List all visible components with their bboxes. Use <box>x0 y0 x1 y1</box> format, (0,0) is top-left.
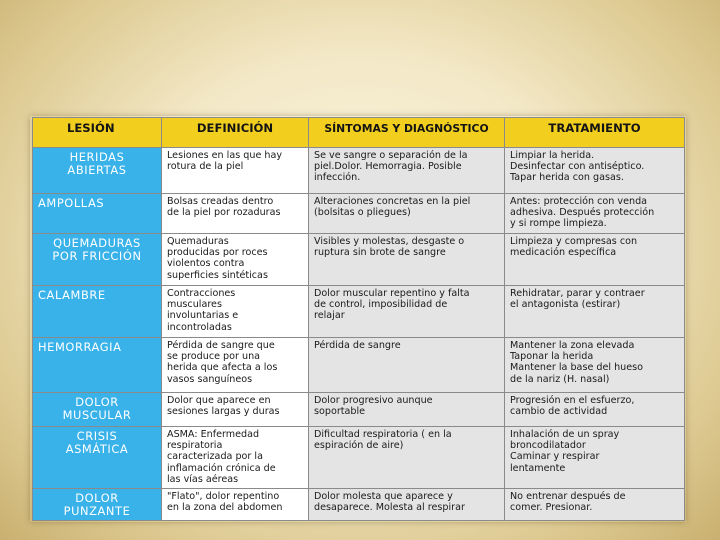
lesion-cell: QUEMADURAS POR FRICCIÓN <box>33 234 162 286</box>
sintomas-cell: Pérdida de sangre <box>309 338 505 393</box>
sintomas-cell: Dificultad respiratoria ( en la espiración de aire) <box>309 427 505 489</box>
definicion-cell: Pérdida de sangre que se produce por una herida que afecta a los vasos sanguíneos <box>162 338 309 393</box>
definicion-cell: Contracciones musculares involuntarias e incontroladas <box>162 286 309 338</box>
sintomas-cell: Dolor progresivo aunque soportable <box>309 393 505 427</box>
table-row <box>33 489 685 521</box>
definicion-cell: Dolor que aparece en sesiones largas y duras <box>162 393 309 427</box>
tratamiento-cell: Limpieza y compresas con medicación específica <box>505 234 685 286</box>
lesion-cell: HERIDAS ABIERTAS <box>33 148 162 194</box>
sintomas-cell: Visibles y molestas, desgaste o ruptura sin brote de sangre <box>309 234 505 286</box>
header-row <box>33 118 685 148</box>
definicion-cell: "Flato", dolor repentino en la zona del abdomen <box>162 489 309 521</box>
header-tratamiento: TRATAMIENTO <box>505 118 685 148</box>
tratamiento-cell: Antes: protección con venda adhesiva. Después protección y si rompe limpieza. <box>505 194 685 234</box>
table-row <box>33 286 685 338</box>
tratamiento-cell: Inhalación de un spray broncodilatador Caminar y respirar lentamente <box>505 427 685 489</box>
lesion-cell: DOLOR PUNZANTE <box>33 489 162 521</box>
lesion-cell: DOLOR MUSCULAR <box>33 393 162 427</box>
table-row <box>33 234 685 286</box>
sintomas-cell: Alteraciones concretas en la piel (bolsitas o pliegues) <box>309 194 505 234</box>
header-sintomas: SÍNTOMAS Y DIAGNÓSTICO <box>309 118 505 148</box>
table-row <box>33 393 685 427</box>
tratamiento-cell: Mantener la zona elevada Taponar la herida Mantener la base del hueso de la nariz (H. nasal) <box>505 338 685 393</box>
header-definicion: DEFINICIÓN <box>162 118 309 148</box>
lesion-cell: CALAMBRE <box>33 286 162 338</box>
sintomas-cell: Dolor muscular repentino y falta de control, imposibilidad de relajar <box>309 286 505 338</box>
table-row <box>33 148 685 194</box>
sintomas-cell: Dolor molesta que aparece y desaparece. Molesta al respirar <box>309 489 505 521</box>
table-row <box>33 427 685 489</box>
table-row <box>33 194 685 234</box>
definicion-cell: Bolsas creadas dentro de la piel por rozaduras <box>162 194 309 234</box>
tratamiento-cell: Rehidratar, parar y contraer el antagonista (estirar) <box>505 286 685 338</box>
definicion-cell: Lesiones en las que hay rotura de la piel <box>162 148 309 194</box>
header-lesion: LESIÓN <box>33 118 162 148</box>
tratamiento-cell: Limpiar la herida. Desinfectar con antiséptico. Tapar herida con gasas. <box>505 148 685 194</box>
lesiones-table <box>32 117 685 521</box>
sintomas-cell: Se ve sangre o separación de la piel.Dolor. Hemorragia. Posible infección. <box>309 148 505 194</box>
definicion-cell: Quemaduras producidas por roces violentos contra superficies sintéticas <box>162 234 309 286</box>
table-row <box>33 338 685 393</box>
lesion-cell: HEMORRAGIA <box>33 338 162 393</box>
definicion-cell: ASMA: Enfermedad respiratoria caracterizada por la inflamación crónica de las vías aéreas <box>162 427 309 489</box>
tratamiento-cell: No entrenar después de comer. Presionar. <box>505 489 685 521</box>
lesion-cell: CRISIS ASMÁTICA <box>33 427 162 489</box>
tratamiento-cell: Progresión en el esfuerzo, cambio de actividad <box>505 393 685 427</box>
lesion-cell: AMPOLLAS <box>33 194 162 234</box>
